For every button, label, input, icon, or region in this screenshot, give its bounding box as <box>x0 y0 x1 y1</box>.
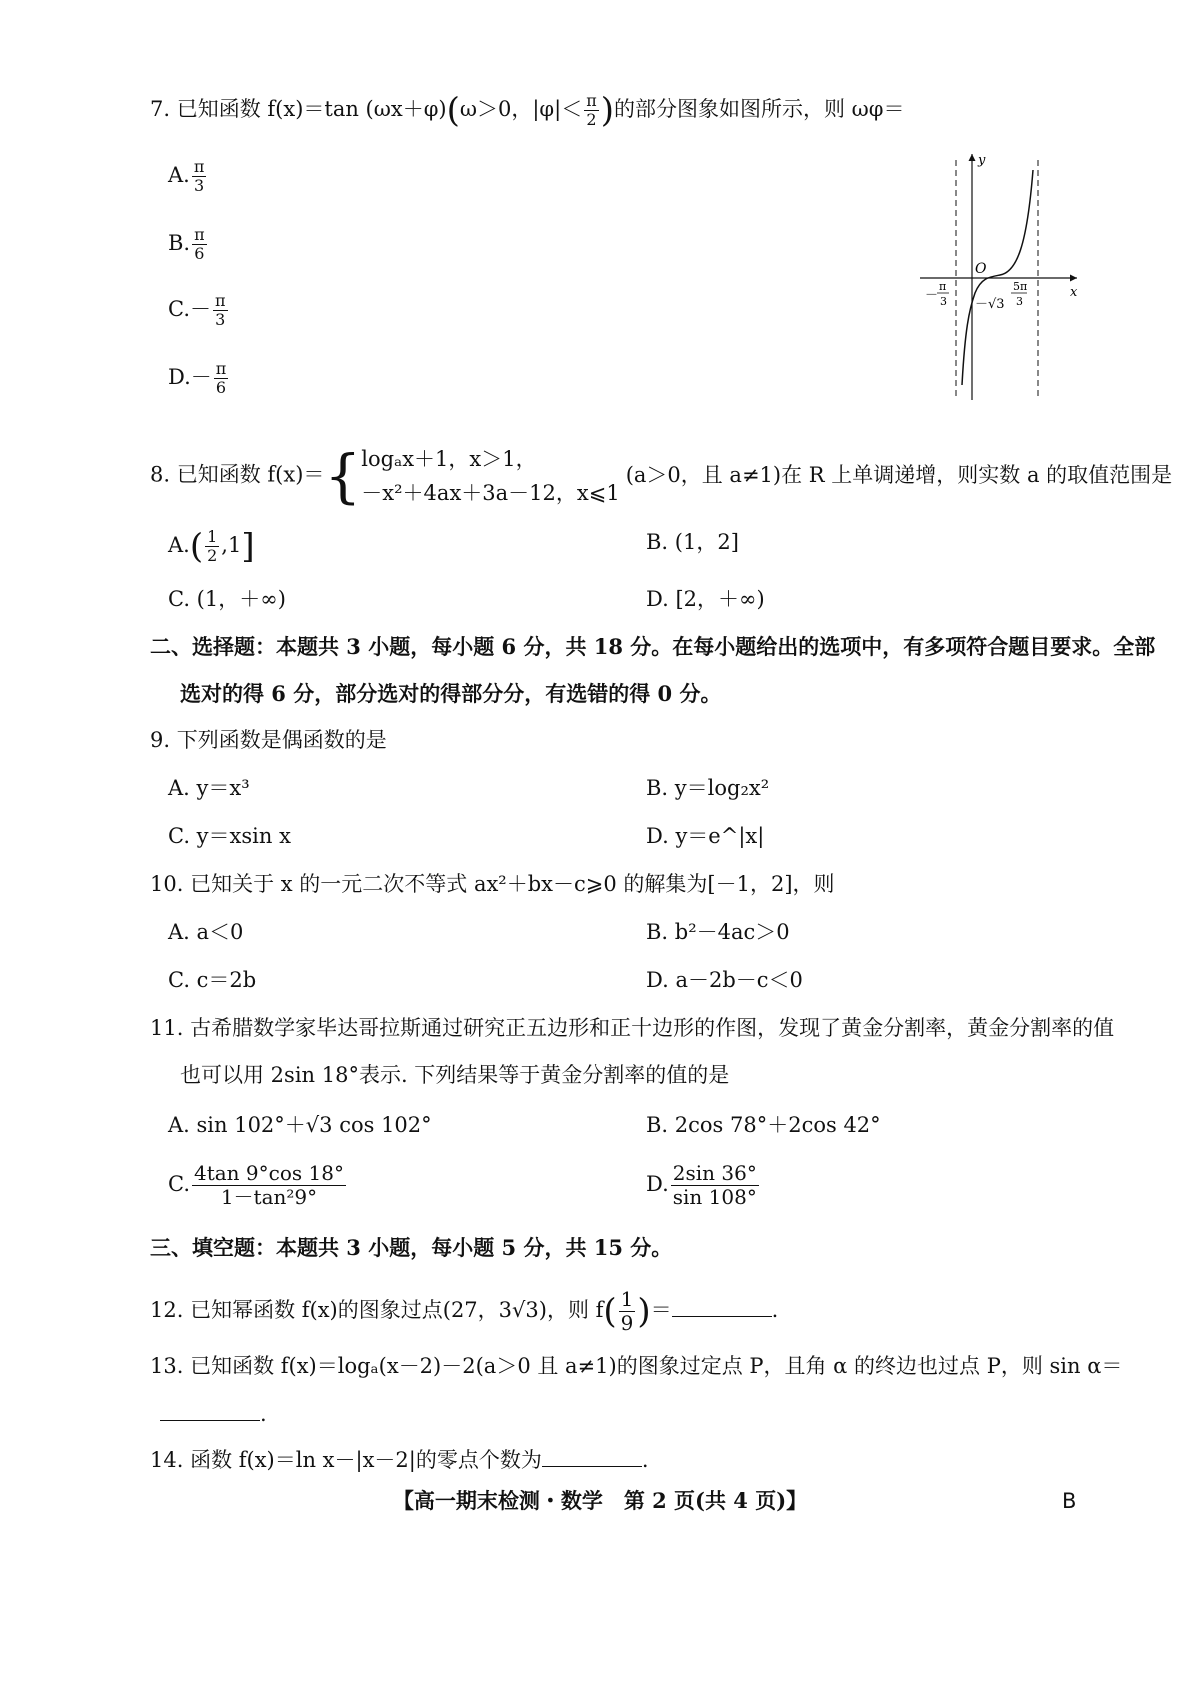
q12-answer-blank[interactable] <box>672 1296 772 1317</box>
q11-stem-cont: 也可以用 2sin 18°表示. 下列结果等于黄金分割率的值的是 <box>180 1063 730 1087</box>
section-3-heading: 三、填空题：本题共 3 小题，每小题 5 分，共 15 分。 <box>150 1235 673 1260</box>
q7-option-d: D.－ $\frac{\pi}{6}$ <box>168 359 227 397</box>
section-2-heading: 二、选择题：本题共 3 小题，每小题 6 分，共 18 分。在每小题给出的选项中，有多项符合题目要求。全部 <box>150 634 1156 659</box>
svg-text:π: π <box>939 280 947 293</box>
q11-option-a: A. sin 102°＋√3 cos 102° <box>168 1113 432 1137</box>
q10-option-c: C. c＝2b <box>168 968 257 992</box>
q13-stem: 13. 已知函数 f(x)＝logₐ(x－2)－2(a＞0 且 a≠1)的图象过定点 P，且角 α 的终边也过点 P，则 sin α＝ <box>150 1354 1123 1378</box>
origin-label: O <box>975 261 987 277</box>
q7-option-b: B. $\frac{\pi}{6}$ <box>168 225 205 263</box>
q8-option-b: B. (1，2] <box>646 530 739 554</box>
q11-stem: 11. 古希腊数学家毕达哥拉斯通过研究正五边形和正十边形的作图，发现了黄金分割率，黄金分割率的值 <box>150 1016 1115 1040</box>
q7-tangent-graph <box>905 150 1085 410</box>
y-axis-label: y <box>978 153 986 168</box>
page-footer: 【高一期末检测・数学 第 2 页(共 4 页)】 <box>392 1488 808 1513</box>
q14-answer-blank[interactable] <box>542 1446 642 1467</box>
q10-option-d: D. a－2b－c＜0 <box>646 968 803 992</box>
q10-option-b: B. b²－4ac＞0 <box>646 920 790 944</box>
q8-option-d: D. [2，＋∞) <box>646 587 765 611</box>
q10-stem: 10. 已知关于 x 的一元二次不等式 ax²＋bx－c⩾0 的解集为[－1，2]，则 <box>150 872 835 896</box>
q10-option-a: A. a＜0 <box>168 920 244 944</box>
q9-stem: 9. 下列函数是偶函数的是 <box>150 728 387 752</box>
q12-stem: 12. 已知幂函数 f(x)的图象过点(27，3√3)，则 f( $\frac{1}{9}$ )＝ . <box>150 1287 779 1335</box>
q13-answer-blank[interactable] <box>160 1400 260 1421</box>
q8-option-c: C. (1，＋∞) <box>168 587 286 611</box>
y-intercept-label: －√3 <box>975 297 1005 312</box>
svg-text:3: 3 <box>940 295 947 308</box>
paper-version-code: B <box>1062 1489 1077 1513</box>
q13-answer-line: . <box>160 1400 267 1428</box>
q11-option-b: B. 2cos 78°＋2cos 42° <box>646 1113 881 1137</box>
q9-option-d: D. y＝e^|x| <box>646 824 765 848</box>
q9-option-b: B. y＝log₂x² <box>646 776 770 800</box>
q11-option-c: C. $\frac{4\tan 9^\circ\cos 18^\circ}{\text{1－tan²9°}}$ <box>168 1161 344 1209</box>
svg-text:3: 3 <box>1016 295 1023 308</box>
q8-piecewise: logₐx＋1，x＞1， －x²＋4ax＋3a－12，x⩽1 <box>361 447 620 505</box>
q8-stem: 8. 已知函数 f(x)＝{ logₐx＋1，x＞1， －x²＋4ax＋3a－12，x⩽1 (a＞0，且 a≠1)在 R 上单调递增，则实数 a 的取值范围是 <box>150 442 1173 510</box>
svg-text:5π: 5π <box>1013 280 1028 293</box>
q7-stem-text: 7. 已知函数 f(x)＝tan (ωx＋φ) <box>150 97 447 121</box>
svg-text:－: － <box>925 288 939 303</box>
q7-stem-tail: 的部分图象如图所示，则 ωφ＝ <box>614 97 905 121</box>
q14-stem: 14. 函数 f(x)＝ln x－|x－2|的零点个数为 . <box>150 1448 649 1472</box>
x-axis-label: x <box>1070 285 1078 300</box>
q7-option-a: A. $\frac{\pi}{3}$ <box>168 157 205 195</box>
q8-option-a: A.( $\frac{1}{2}$ ,1] <box>168 526 255 567</box>
q9-option-a: A. y＝x³ <box>168 776 250 800</box>
q7-condition: ω＞0，|φ|＜ <box>459 97 583 121</box>
section-2-heading-cont: 选对的得 6 分，部分选对的得部分分，有选错的得 0 分。 <box>180 681 722 706</box>
q11-option-d: D. $\frac{2\sin 36^\circ}{\sin 108^\circ}$ <box>646 1161 757 1209</box>
q9-option-c: C. y＝xsin x <box>168 824 291 848</box>
q7-stem: 7. 已知函数 f(x)＝tan (ωx＋φ)(ω＞0，|φ|＜ $\frac{\pi}{2}$ )的部分图象如图所示，则 ωφ＝ <box>150 90 905 131</box>
q7-option-c: C.－ $\frac{\pi}{3}$ <box>168 291 226 329</box>
q7-cond-fraction: $\frac{\pi}{2}$ <box>586 91 597 129</box>
